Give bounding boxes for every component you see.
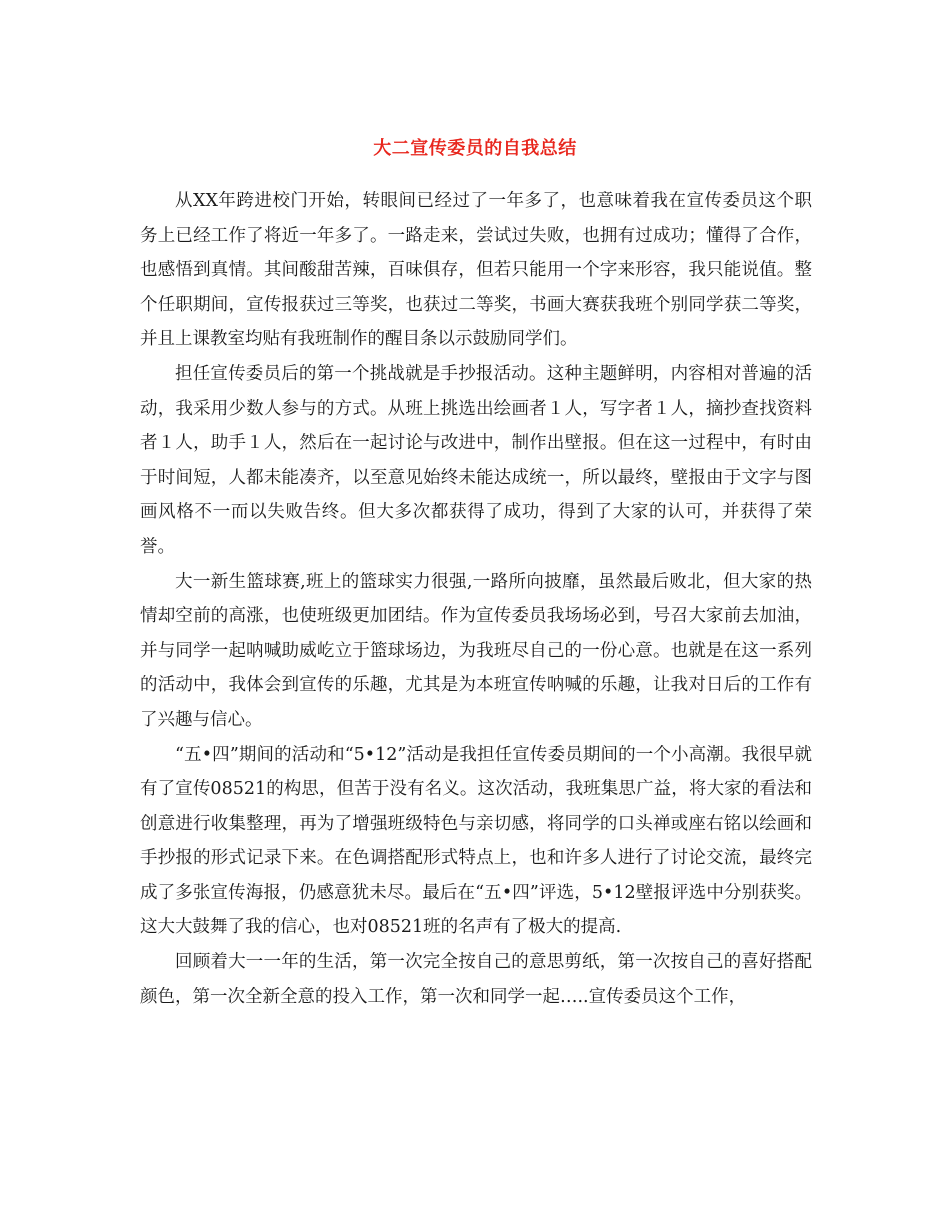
document-title: 大二宣传委员的自我总结 bbox=[373, 138, 577, 160]
paragraph-3: 大一新生篮球赛,班上的篮球实力很强,一路所向披靡，虽然最后败北，但大家的热情却空前的高涨，也使班级更加团结。作为宣传委员我场场必到，号召大家前去加油，并与同学一起呐喊助威屹立于篮球场边，为我班尽自己的一份心意。也就是在这一系列的活动中，我体会到宣传的乐趣，尤其是为本班宣传呐喊的乐趣，让我对日后的工作有了兴趣与信心。 bbox=[140, 571, 812, 730]
paragraph-4: “五•四”期间的活动和“5•12”活动是我担任宣传委员期间的一个小高潮。我很早就有了宣传08521的构思，但苦于没有名义。这次活动，我班集思广益，将大家的看法和创意进行收集整理，再为了增强班级特色与亲切感，将同学的口头禅或座右铭以绘画和手抄报的形式记录下来。在色调搭配形式特点上，也和许多人进行了讨论交流，最终完成了多张宣传海报，仍感意犹未尽。最后在“五•四”评选，5•12壁报评选中分别获奖。这大大鼓舞了我的信心，也对08521班的名声有了极大的提高. bbox=[140, 744, 812, 938]
paragraph-1: 从XX年跨进校门开始，转眼间已经过了一年多了，也意味着我在宣传委员这个职务上已经工作了将近一年多了。一路走来，尝试过失败，也拥有过成功；懂得了合作，也感悟到真情。其间酸甜苦辣，百味俱存，但若只能用一个字来形容，我只能说值。整个任职期间，宣传报获过三等奖，也获过二等奖，书画大赛获我班个别同学获二等奖，并且上课教室均贴有我班制作的醒目条以示鼓励同学们。 bbox=[140, 191, 812, 350]
document-body bbox=[140, 184, 812, 1014]
paragraph-5: 回顾着大一一年的生活，第一次完全按自己的意思剪纸，第一次按自己的喜好搭配颜色，第一次全新全意的投入工作，第一次和同学一起…..宣传委员这个工作， bbox=[140, 952, 812, 1007]
paragraph-2: 担任宣传委员后的第一个挑战就是手抄报活动。这种主题鲜明，内容相对普遍的活动，我采用少数人参与的方式。从班上挑选出绘画者１人，写字者１人，摘抄查找资料者１人，助手１人，然后在一起讨论与改进中，制作出壁报。但在这一过程中，有时由于时间短，人都未能凑齐，以至意见始终未能达成统一，所以最终，壁报由于文字与图画风格不一而以失败告终。但大多次都获得了成功，得到了大家的认可，并获得了荣誉。 bbox=[140, 363, 812, 557]
